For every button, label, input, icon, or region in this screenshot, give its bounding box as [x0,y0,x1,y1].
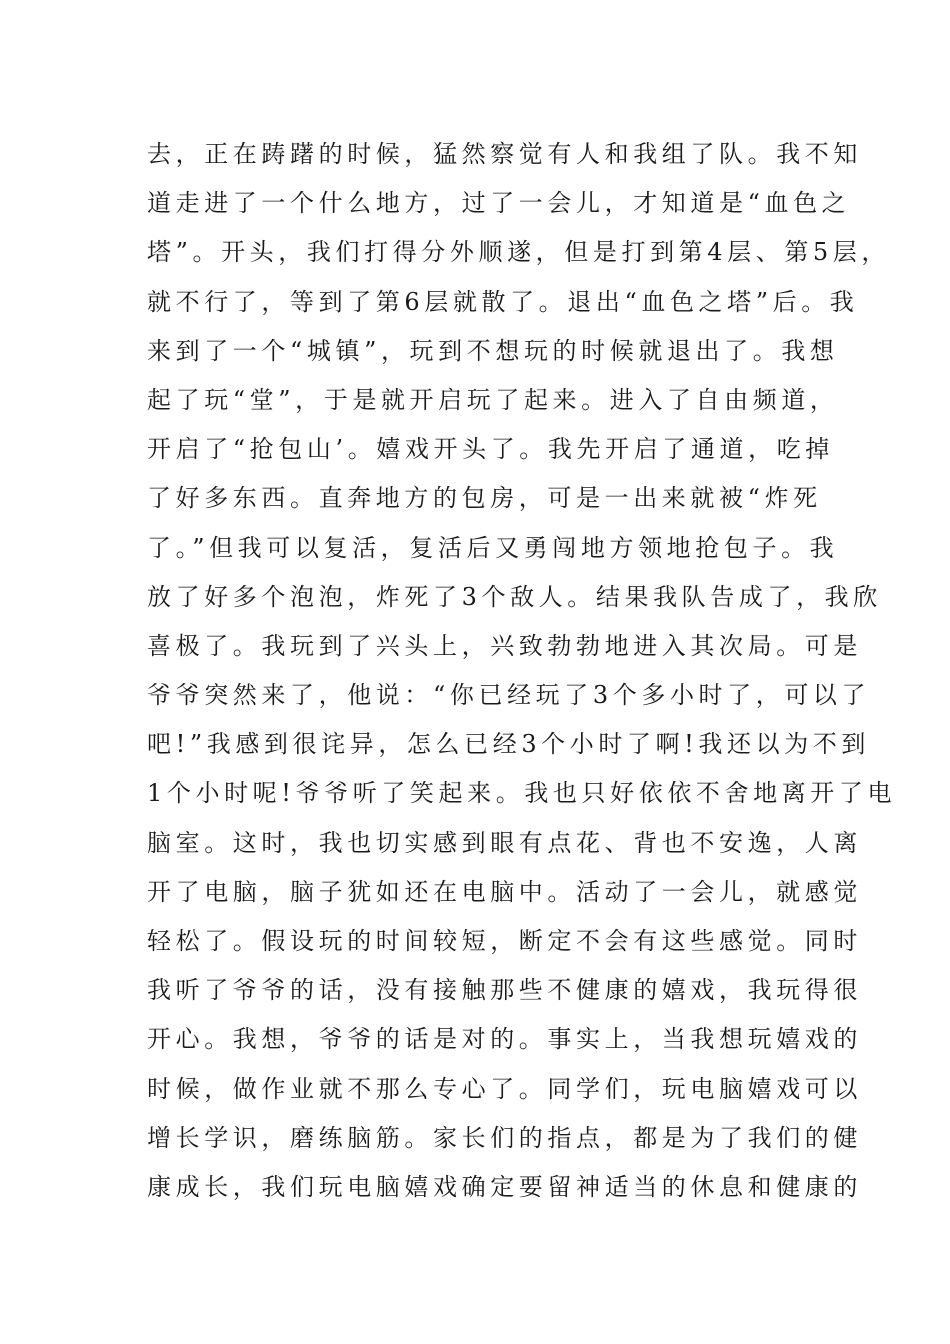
text-line: 塔”。开头，我们打得分外顺遂，但是打到第4层、第5层， [147,238,891,267]
text-line: 1个小时呢!爷爷听了笑起来。我也只好依依不舍地离开了电 [147,779,897,808]
text-line: 增长学识，磨练脑筋。家长们的指点，都是为了我们的健 [147,1123,862,1152]
text-line: 起了玩“堂”，于是就开启玩了起来。进入了自由频道， [147,385,839,414]
text-line: 康成长，我们玩电脑嬉戏确定要留神适当的休息和健康的 [147,1172,862,1201]
text-line: 吧!”我感到很诧异，怎么已经3个小时了啊!我还以为不到 [147,730,871,759]
text-line: 放了好多个泡泡，炸死了3个敌人。结果我队告成了，我欣 [147,582,882,611]
text-line: 来到了一个“城镇”，玩到不想玩的时候就退出了。我想 [147,336,839,365]
text-line: 开了电脑，脑子犹如还在电脑中。活动了一会儿，就感觉 [147,877,862,906]
text-line: 道走进了一个什么地方，过了一会儿，才知道是“血色之 [147,189,851,218]
text-line: 时候，做作业就不那么专心了。同学们，玩电脑嬉戏可以 [147,1074,862,1103]
text-line: 脑室。这时，我也切实感到眼有点花、背也不安逸，人离 [147,828,862,857]
text-line: 开启了“抢包山’。嬉戏开头了。我先开启了通道，吃掉 [147,435,834,464]
text-line: 轻松了。假设玩的时间较短，断定不会有这些感觉。同时 [147,927,862,955]
text-line: 我听了爷爷的话，没有接触那些不健康的嬉戏，我玩得很 [147,976,862,1005]
text-line: 就不行了，等到了第6层就散了。退出“血色之塔”后。我 [147,287,859,316]
body-text [147,130,897,1212]
text-line: 爷爷突然来了，他说：“你已经玩了3个多小时了，可以了 [147,681,871,710]
text-line: 去，正在踌躇的时候，猛然察觉有人和我组了队。我不知 [147,140,862,168]
text-line: 开心。我想，爷爷的话是对的。事实上，当我想玩嬉戏的 [147,1025,862,1054]
text-line: 了好多东西。直奔地方的包房，可是一出来就被“炸死 [147,484,822,513]
text-line: 了。”但我可以复活，复活后又勇闯地方领地抢包子。我 [147,533,839,562]
text-line: 喜极了。我玩到了兴头上，兴致勃勃地进入其次局。可是 [147,631,862,660]
